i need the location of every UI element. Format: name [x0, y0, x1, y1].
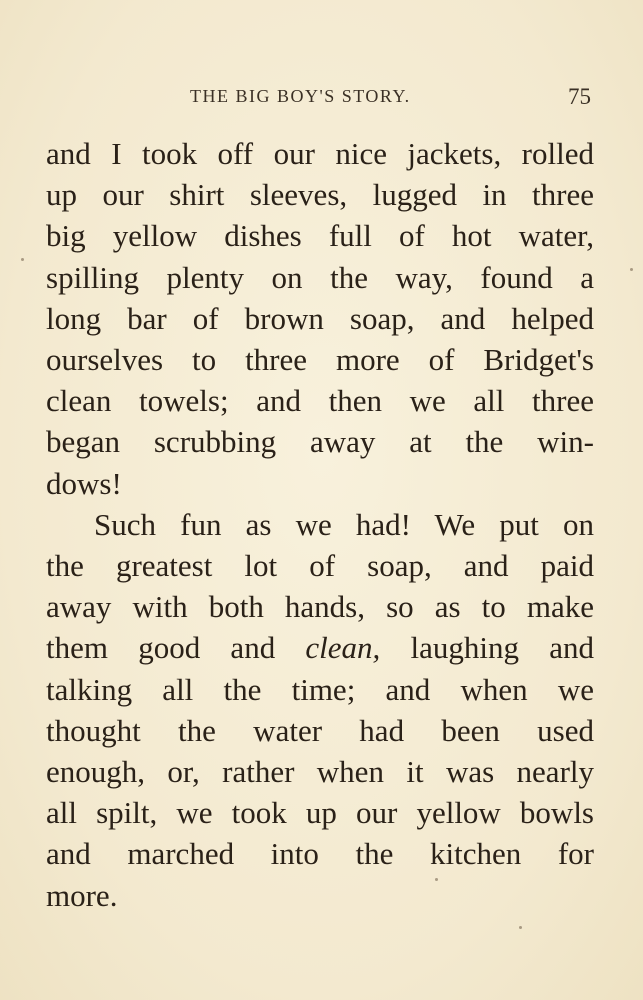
text-line: dows! [46, 465, 122, 501]
text-line: all spilt, we took up our yellow bowls [46, 795, 594, 831]
text-line: and I took off our nice jackets, rolled [46, 136, 594, 171]
text-line: talking all the time; and when we [46, 671, 594, 707]
text-line: and marched into the kitchen for [46, 836, 594, 872]
emphasized-word: clean, [305, 630, 381, 666]
paper-speck [21, 258, 24, 261]
text-line: more. [46, 877, 118, 913]
text-line: the greatest lot of soap, and paid [46, 548, 594, 584]
paper-speck [519, 926, 522, 929]
text-line: began scrubbing away at the win- [46, 424, 594, 460]
text-line: them good and clean, laughing and [46, 630, 595, 666]
text-line: up our shirt sleeves, lugged in three [46, 177, 594, 213]
text-line: ourselves to three more of Bridget's [46, 342, 594, 378]
text-line: clean towels; and then we all three [46, 383, 594, 419]
text-line: thought the water had been used [46, 712, 594, 748]
text-line: spilling plenty on the way, found a [46, 259, 594, 295]
text-line: long bar of brown soap, and helped [46, 300, 594, 336]
page-number: 75 [568, 84, 591, 109]
text-line: big yellow dishes full of hot water, [46, 218, 594, 254]
running-head: THE BIG BOY'S STORY. [190, 86, 411, 106]
paper-speck [435, 878, 438, 881]
text-line: enough, or, rather when it was nearly [46, 754, 594, 790]
text-line: Such fun as we had! We put on [94, 506, 594, 542]
paper-speck [630, 268, 633, 271]
text-line: away with both hands, so as to make [46, 589, 594, 625]
body-text [46, 133, 594, 916]
